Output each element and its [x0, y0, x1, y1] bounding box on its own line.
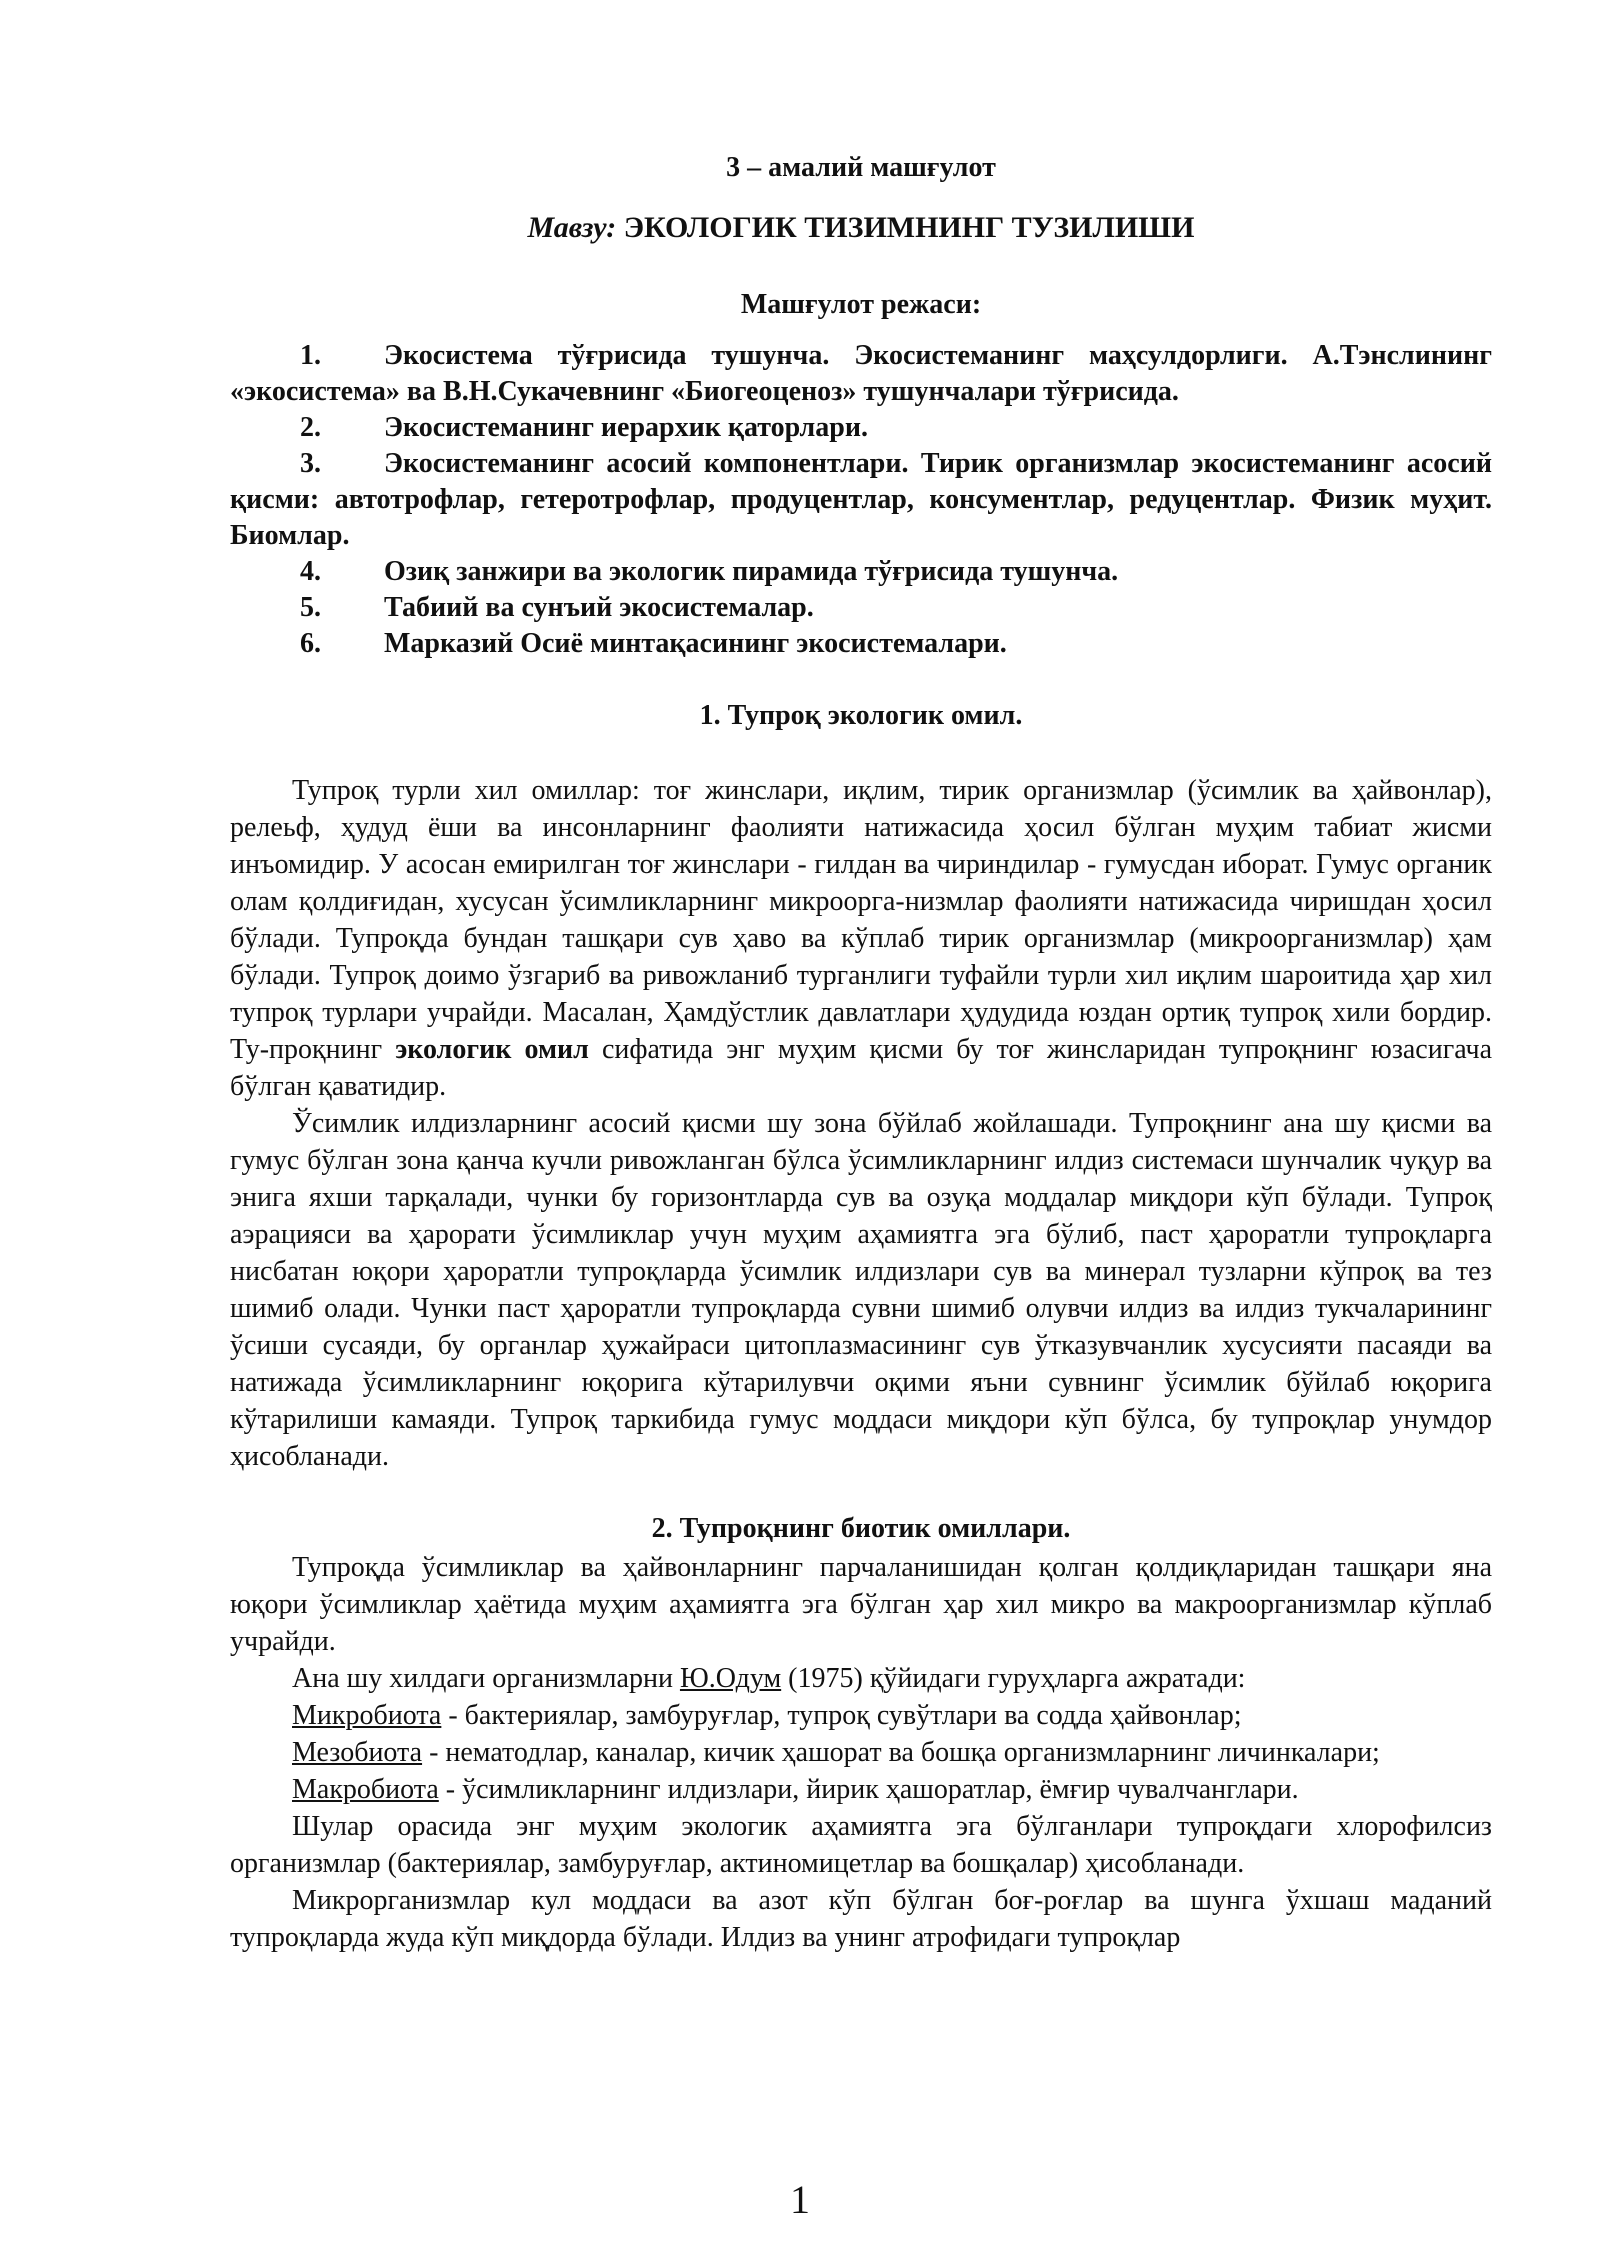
macrobiota-item [230, 1771, 1492, 1808]
section-2-paragraph-4: Микрорганизмлар кул моддаси ва азот кўп бўлган боғ-роғлар ва шунга ўхшаш маданий тупроқларда жуда кўп миқдорда бўлади. Илдиз ва унинг атрофидаги тупроқлар [230, 1884, 1492, 1953]
section-1-paragraph-1 [230, 772, 1492, 1105]
plan-item-text: Табиий ва сунъий экосистемалар. [384, 591, 814, 623]
microbiota-item [230, 1697, 1492, 1734]
paragraph-text: Ана шу хилдаги организмларни [292, 1662, 673, 1694]
mesobiota-text: - нематодлар, каналар, кичик ҳашорат ва бошқа организмларнинг личинкалари; [422, 1736, 1380, 1768]
author-reference-link[interactable]: Ю.Одум [679, 1662, 782, 1694]
plan-item-number: 4. [300, 555, 321, 587]
plan-item-text: Экосистеманинг иерархик қаторлари. [384, 411, 868, 443]
plan-item [230, 626, 1492, 662]
plan-item-text: Озиқ занжири ва экологик пирамида тўғрисида тушунча. [384, 555, 1119, 587]
section-2-paragraph-3: Шулар орасида энг муҳим экологик аҳамиятга эга бўлганлари тупроқдаги хлорофилсиз организмлар (бактериялар, замбуруғлар, актиномицетлар ва бошқалар) ҳисобланади. [230, 1810, 1492, 1879]
document-page [230, 150, 1492, 1956]
section-2-paragraph-1: Тупроқда ўсимликлар ва ҳайвонларнинг парчаланишидан қолган қолдиқларидан ташқари яна юқори ўсимликлар ҳаётида муҳим аҳамиятга эга бўлган ҳар хил микро ва макроорганизмлар кўплаб учрайди. [230, 1551, 1492, 1657]
plan-item-text: Экосистеманинг асосий компонентлари. Тирик организмлар экосистеманинг асосий қисми: автотрофлар, гетеротрофлар, продуцентлар, консументлар, редуцентлар. Физик муҳит. Биомлар. [230, 447, 1492, 551]
bold-term: экологик омил [395, 1033, 589, 1065]
macrobiota-text: - ўсимликларнинг илдизлари, йирик ҳашоратлар, ёмғир чувалчанглари. [438, 1773, 1299, 1805]
section-2-paragraph-2 [230, 1660, 1492, 1697]
topic-text: ЭКОЛОГИК ТИЗИМНИНГ ТУЗИЛИШИ [623, 211, 1195, 245]
topic-label: Мавзу: [527, 211, 617, 245]
plan-item-number: 5. [300, 591, 321, 623]
plan-title: Машғулот режаси: [740, 289, 982, 321]
plan-item [230, 554, 1492, 590]
microbiota-text: - бактериялар, замбуруғлар, тупроқ сувўтлари ва содда ҳайвонлар; [441, 1699, 1242, 1731]
paragraph-text: (1975) қўйидаги гуруҳларга ажратади: [788, 1662, 1246, 1694]
macrobiota-term: Макробиота [292, 1773, 439, 1805]
plan-item-number: 2. [300, 411, 321, 443]
lesson-number: 3 – амалий машғулот [726, 152, 996, 183]
section-1-heading: 1. Тупроқ экологик омил. [699, 699, 1023, 731]
microbiota-term: Микробиота [292, 1699, 442, 1731]
plan-list [230, 338, 1492, 662]
plan-item [230, 590, 1492, 626]
paragraph-text: Тупроқ турли хил омиллар: тоғ жинслари, иқлим, тирик организмлар (ўсимлик ва ҳайвонлар), релеьф, ҳудуд ёши ва инсонларнинг фаолияти натижасида ҳосил бўлган муҳим табиат жисми инъомидир. У асосан емирилган тоғ жинслари - гилдан ва чириндилар - гумусдан иборат. Гумус органик олам қолдиғидан, хусусан ўсимликларнинг микроорга-низмлар фаолияти натижасида чиришдан ҳосил бўлади. Тупроқда бундан ташқари сув ҳаво ва кўплаб тирик организмлар (микроорганизмлар) ҳам бўлади. Тупроқ доимо ўзгариб ва ривожланиб турганлиги туфайли турли хил иқлим шароитида ҳар хил тупроқ турлари учрайди. Масалан, Ҳамдўстлик давлатлари ҳудудида юздан ортиқ тупроқ хили бордир. Ту-проқнинг [230, 774, 1492, 1065]
plan-item-number: 6. [300, 627, 321, 659]
mesobiota-term: Мезобиота [292, 1736, 423, 1768]
section-2-heading: 2. Тупроқнинг биотик омиллари. [651, 1512, 1071, 1544]
plan-item-number: 3. [300, 447, 321, 479]
page-number: 1 [790, 2177, 810, 2222]
plan-item [230, 410, 1492, 446]
mesobiota-item [230, 1734, 1492, 1771]
section-1-paragraph-2: Ўсимлик илдизларнинг асосий қисми шу зона бўйлаб жойлашади. Тупроқнинг ана шу қисми ва гумус бўлган зона қанча кучли ривожланган бўлса ўсимликларнинг илдиз системаси шунчалик чуқур ва энига яхши тарқалади, чунки бу горизонтларда сув ва озуқа моддалар миқдори кўп бўлади. Тупроқ аэрацияси ва ҳарорати ўсимликлар учун муҳим аҳамиятга эга бўлиб, паст ҳароратли тупроқларга нисбатан юқори ҳароратли тупроқларда ўсимлик илдизлари сув ва минерал тузларни кўпроқ ва тез шимиб олади. Чунки паст ҳароратли тупроқларда сувни шимиб олувчи илдиз ва илдиз тукчаларининг ўсиши сусаяди, бу органлар ҳужайраси цитоплазмасининг сув ўтказувчанлик хусусияти пасаяди ва натижада ўсимликларнинг юқорига кўтарилувчи оқими яъни сувнинг ўсимлик бўйлаб юқорига кўтарилиши камаяди. Тупроқ таркибида гумус моддаси миқдори кўп бўлса, бу тупроқлар унумдор ҳисобланади. [230, 1107, 1492, 1472]
plan-item [230, 338, 1492, 410]
plan-item-text: Экосистема тўғрисида тушунча. Экосистеманинг маҳсулдорлиги. А.Тэнслининг «экосистема» ва В.Н.Сукачевнинг «Биогеоценоз» тушунчалари тўғрисида. [230, 339, 1492, 407]
plan-item [230, 446, 1492, 554]
paragraph-text: сифатида энг муҳим қисми бу тоғ жинсларидан тупроқнинг юзасигача бўлган қаватидир. [230, 1033, 1493, 1102]
topic-title [230, 208, 1492, 247]
plan-item-text: Марказий Осиё минтақасининг экосистемалари. [384, 627, 1007, 659]
plan-item-number: 1. [300, 339, 321, 371]
